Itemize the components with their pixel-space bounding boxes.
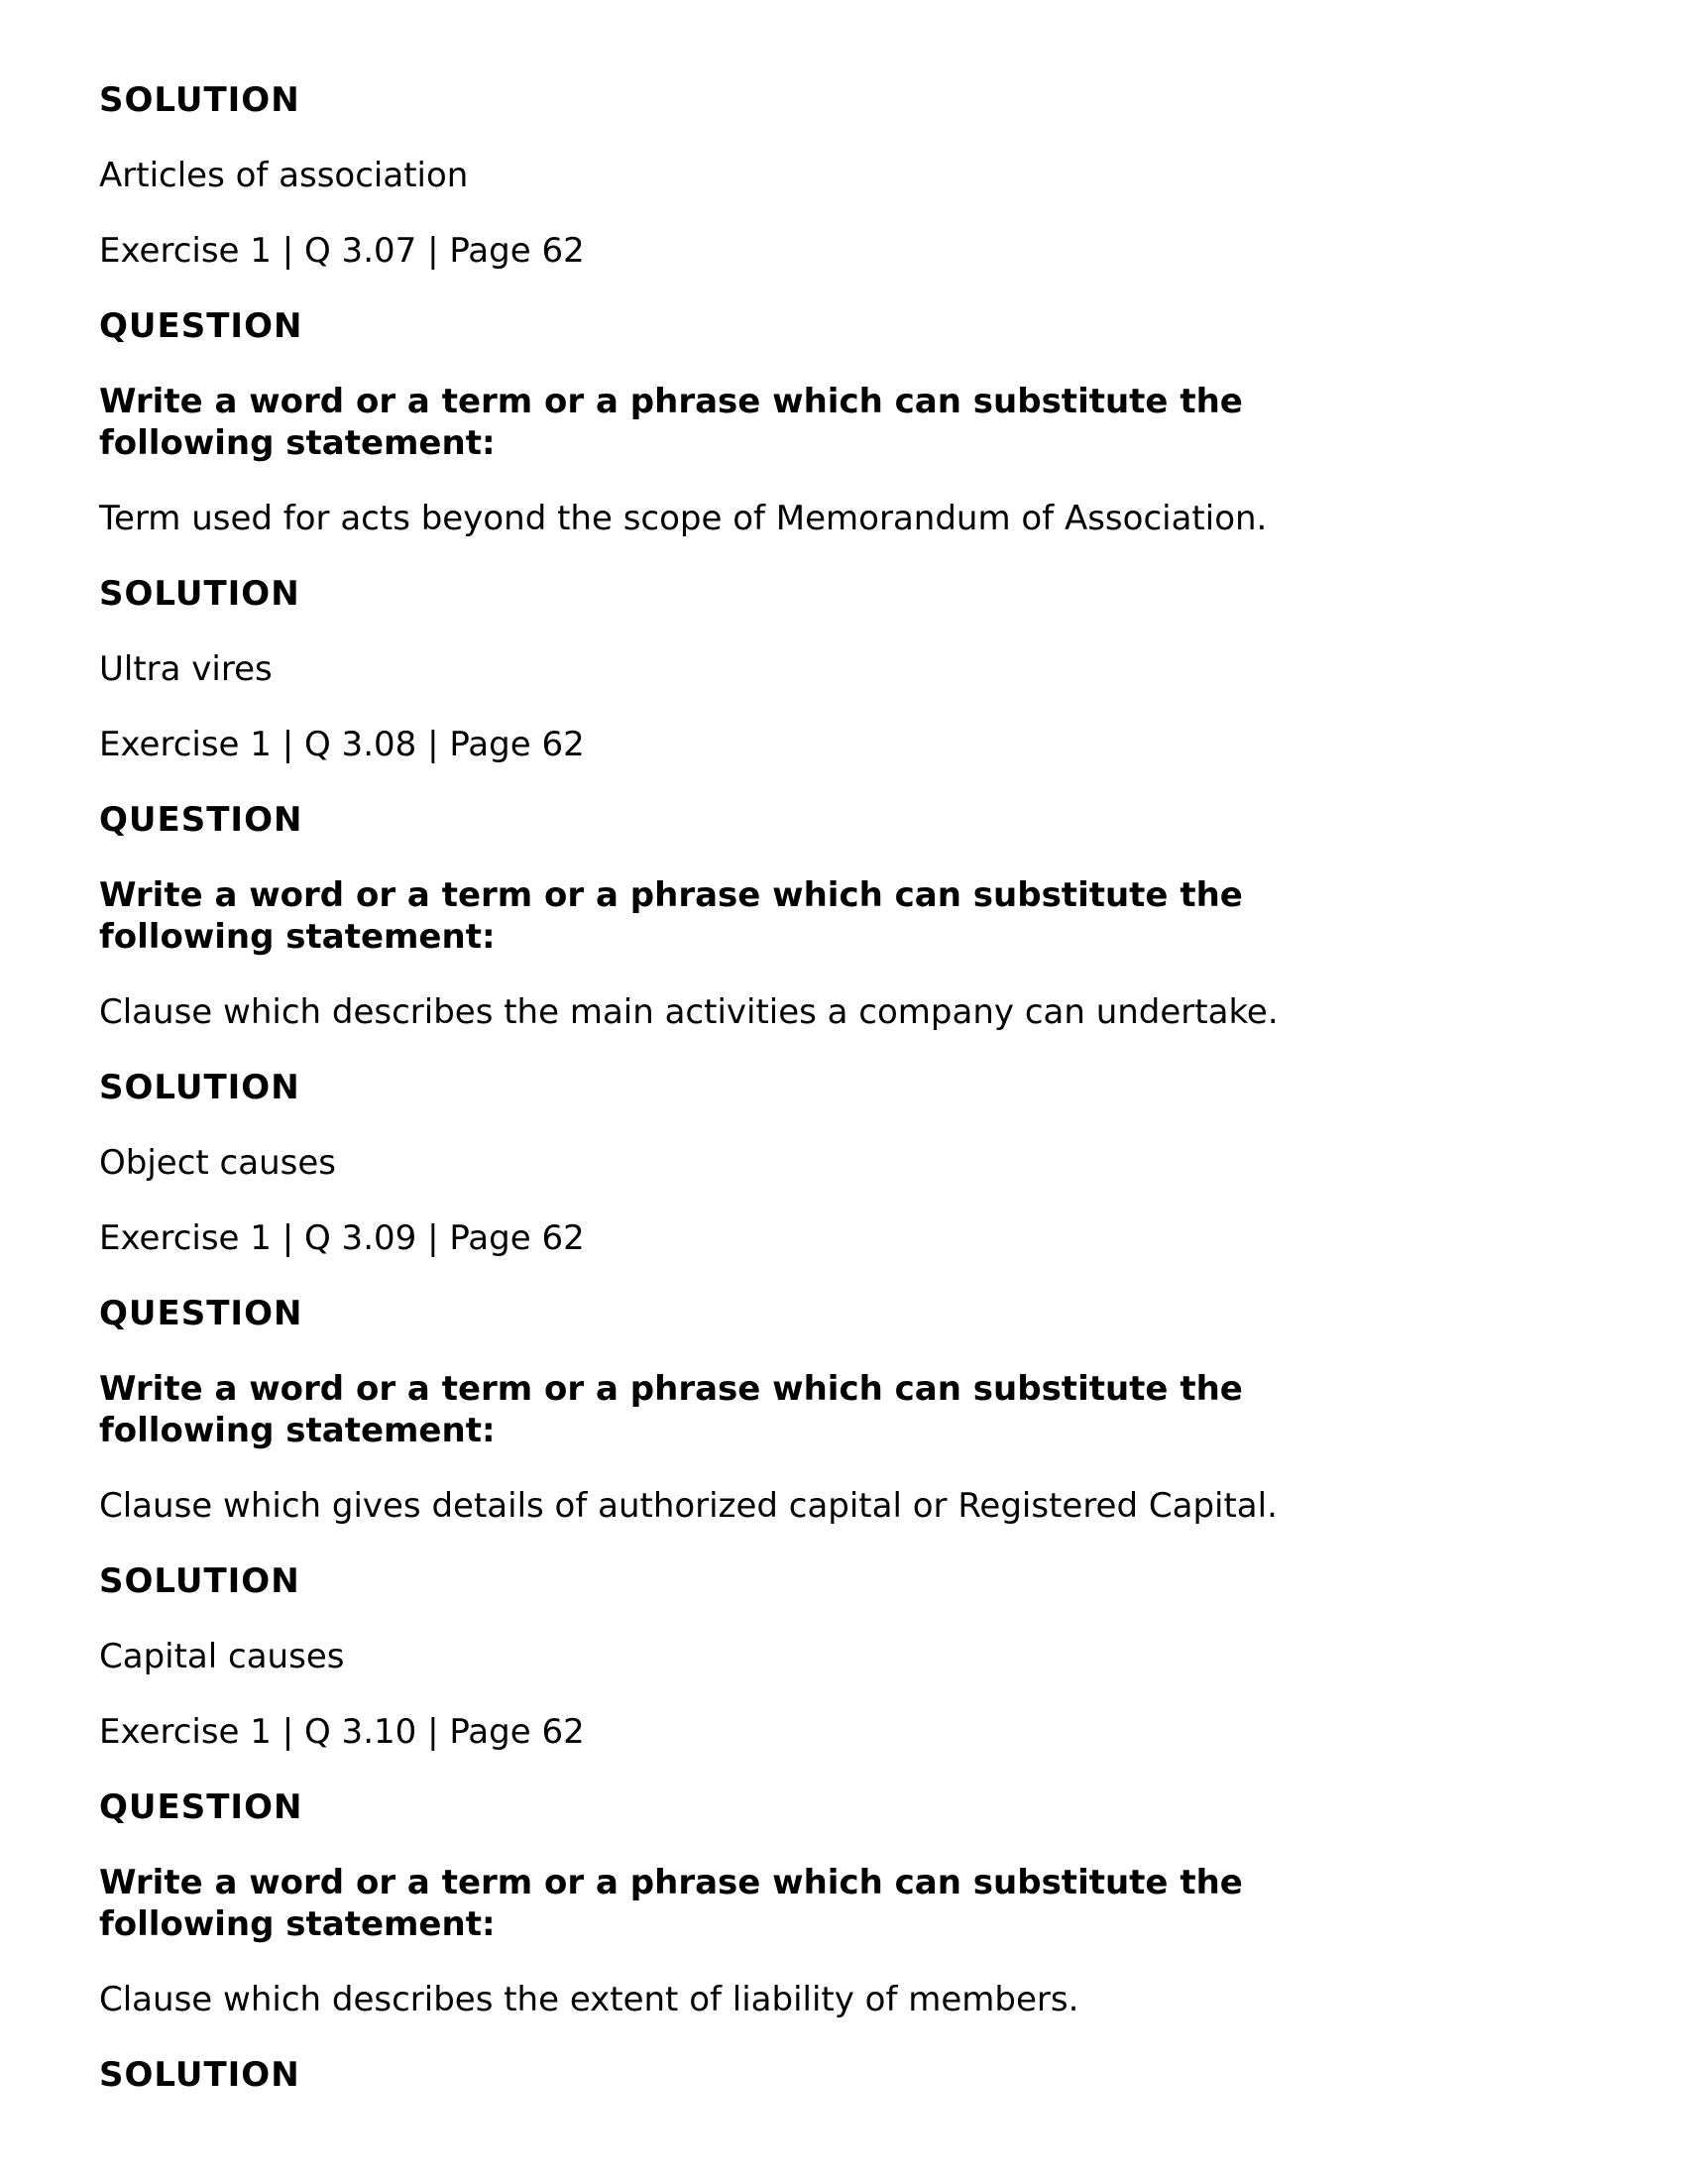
- question-heading: QUESTION: [99, 306, 303, 346]
- question-heading: QUESTION: [99, 1294, 303, 1333]
- solution-heading: SOLUTION: [99, 1068, 300, 1107]
- exercise-reference: Exercise 1 | Q 3.09 | Page 62: [99, 1218, 585, 1258]
- solution-heading: SOLUTION: [99, 574, 300, 614]
- question-prompt: Write a word or a term or a phrase which can substitute the following statement:: [99, 1863, 1243, 1944]
- exercise-reference: Exercise 1 | Q 3.08 | Page 62: [99, 725, 585, 764]
- question-statement: Clause which describes the extent of liability of members.: [99, 1980, 1079, 2019]
- exercise-reference: Exercise 1 | Q 3.10 | Page 62: [99, 1712, 585, 1752]
- solution-heading: SOLUTION: [99, 1561, 300, 1601]
- question-prompt: Write a word or a term or a phrase which can substitute the following statement:: [99, 382, 1243, 463]
- solution-answer: Capital causes: [99, 1637, 345, 1676]
- solution-answer: Object causes: [99, 1143, 336, 1183]
- question-statement: Term used for acts beyond the scope of Memorandum of Association.: [99, 499, 1268, 538]
- question-prompt: Write a word or a term or a phrase which can substitute the following statement:: [99, 875, 1243, 957]
- question-statement: Clause which describes the main activities a company can undertake.: [99, 992, 1279, 1032]
- document-page: [99, 79, 1586, 2129]
- solution-answer: Ultra vires: [99, 649, 273, 689]
- solution-answer: Articles of association: [99, 156, 469, 195]
- question-heading: QUESTION: [99, 800, 303, 840]
- exercise-reference: Exercise 1 | Q 3.07 | Page 62: [99, 231, 585, 271]
- question-heading: QUESTION: [99, 1787, 303, 1827]
- question-prompt: Write a word or a term or a phrase which can substitute the following statement:: [99, 1369, 1243, 1450]
- solution-heading: SOLUTION: [99, 80, 300, 120]
- solution-heading: SOLUTION: [99, 2055, 300, 2095]
- question-statement: Clause which gives details of authorized capital or Registered Capital.: [99, 1486, 1278, 1526]
